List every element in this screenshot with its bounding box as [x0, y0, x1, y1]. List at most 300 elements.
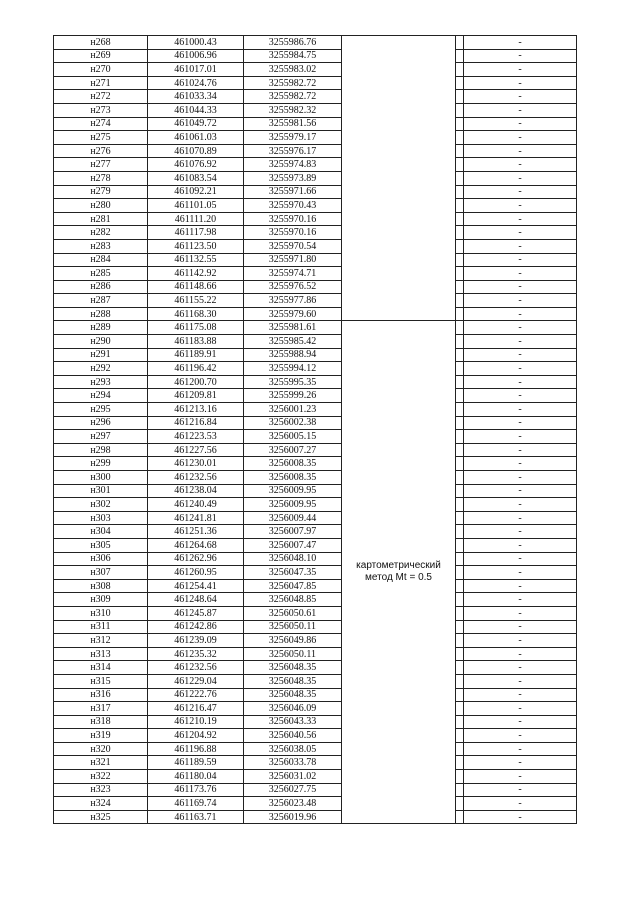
point-name-cell: н281 — [54, 212, 148, 226]
x-coordinate-cell: 461213.16 — [148, 403, 244, 417]
spacer-cell — [456, 742, 464, 756]
spacer-cell — [456, 76, 464, 90]
point-name-cell: н301 — [54, 484, 148, 498]
point-name-cell: н286 — [54, 280, 148, 294]
spacer-cell — [456, 144, 464, 158]
y-coordinate-cell: 3255970.16 — [244, 212, 342, 226]
y-coordinate-cell: 3255974.83 — [244, 158, 342, 172]
point-name-cell: н288 — [54, 307, 148, 321]
x-coordinate-cell: 461142.92 — [148, 267, 244, 281]
spacer-cell — [456, 661, 464, 675]
spacer-cell — [456, 321, 464, 335]
point-name-cell: н278 — [54, 171, 148, 185]
table-row — [54, 647, 577, 661]
y-coordinate-cell: 3256048.35 — [244, 674, 342, 688]
spacer-cell — [456, 403, 464, 417]
point-name-cell: н297 — [54, 430, 148, 444]
x-coordinate-cell: 461117.98 — [148, 226, 244, 240]
y-coordinate-cell: 3256048.35 — [244, 688, 342, 702]
point-name-cell: н279 — [54, 185, 148, 199]
spacer-cell — [456, 294, 464, 308]
y-coordinate-cell: 3256007.97 — [244, 525, 342, 539]
x-coordinate-cell: 461024.76 — [148, 76, 244, 90]
accuracy-cell: - — [464, 103, 577, 117]
x-coordinate-cell: 461049.72 — [148, 117, 244, 131]
spacer-cell — [456, 389, 464, 403]
point-name-cell: н295 — [54, 403, 148, 417]
x-coordinate-cell: 461260.95 — [148, 566, 244, 580]
accuracy-cell: - — [464, 117, 577, 131]
table-row — [54, 566, 577, 580]
accuracy-cell: - — [464, 158, 577, 172]
accuracy-cell: - — [464, 525, 577, 539]
y-coordinate-cell: 3256002.38 — [244, 416, 342, 430]
y-coordinate-cell: 3256038.05 — [244, 742, 342, 756]
accuracy-cell: - — [464, 552, 577, 566]
point-name-cell: н269 — [54, 49, 148, 63]
point-name-cell: н290 — [54, 335, 148, 349]
x-coordinate-cell: 461189.59 — [148, 756, 244, 770]
point-name-cell: н314 — [54, 661, 148, 675]
y-coordinate-cell: 3256031.02 — [244, 770, 342, 784]
x-coordinate-cell: 461196.88 — [148, 742, 244, 756]
accuracy-cell: - — [464, 253, 577, 267]
table-row — [54, 117, 577, 131]
y-coordinate-cell: 3255981.61 — [244, 321, 342, 335]
x-coordinate-cell: 461006.96 — [148, 49, 244, 63]
spacer-cell — [456, 552, 464, 566]
table-row — [54, 443, 577, 457]
spacer-cell — [456, 634, 464, 648]
x-coordinate-cell: 461222.76 — [148, 688, 244, 702]
table-row — [54, 742, 577, 756]
accuracy-cell: - — [464, 185, 577, 199]
point-name-cell: н305 — [54, 538, 148, 552]
point-name-cell: н285 — [54, 267, 148, 281]
table-row — [54, 525, 577, 539]
y-coordinate-cell: 3255983.02 — [244, 63, 342, 77]
accuracy-cell: - — [464, 538, 577, 552]
table-row — [54, 144, 577, 158]
y-coordinate-cell: 3256048.85 — [244, 593, 342, 607]
spacer-cell — [456, 702, 464, 716]
spacer-cell — [456, 457, 464, 471]
accuracy-cell: - — [464, 335, 577, 349]
point-name-cell: н292 — [54, 362, 148, 376]
x-coordinate-cell: 461175.08 — [148, 321, 244, 335]
y-coordinate-cell: 3255971.80 — [244, 253, 342, 267]
table-row — [54, 90, 577, 104]
coordinates-table-page — [53, 35, 576, 864]
spacer-cell — [456, 253, 464, 267]
accuracy-cell: - — [464, 294, 577, 308]
y-coordinate-cell: 3255970.16 — [244, 226, 342, 240]
x-coordinate-cell: 461240.49 — [148, 498, 244, 512]
x-coordinate-cell: 461076.92 — [148, 158, 244, 172]
point-name-cell: н284 — [54, 253, 148, 267]
spacer-cell — [456, 226, 464, 240]
spacer-cell — [456, 36, 464, 50]
table-row — [54, 63, 577, 77]
y-coordinate-cell: 3255985.42 — [244, 335, 342, 349]
x-coordinate-cell: 461232.56 — [148, 661, 244, 675]
y-coordinate-cell: 3255986.76 — [244, 36, 342, 50]
method-text: картометрический метод Mt = 0.5 — [356, 560, 441, 584]
spacer-cell — [456, 525, 464, 539]
y-coordinate-cell: 3255984.75 — [244, 49, 342, 63]
x-coordinate-cell: 461180.04 — [148, 770, 244, 784]
y-coordinate-cell: 3256050.11 — [244, 620, 342, 634]
y-coordinate-cell: 3256001.23 — [244, 403, 342, 417]
accuracy-cell: - — [464, 661, 577, 675]
point-name-cell: н274 — [54, 117, 148, 131]
table-row — [54, 770, 577, 784]
spacer-cell — [456, 212, 464, 226]
point-name-cell: н277 — [54, 158, 148, 172]
table-row — [54, 756, 577, 770]
table-row — [54, 294, 577, 308]
y-coordinate-cell: 3256048.10 — [244, 552, 342, 566]
accuracy-cell: - — [464, 457, 577, 471]
point-name-cell: н299 — [54, 457, 148, 471]
y-coordinate-cell: 3255971.66 — [244, 185, 342, 199]
table-row — [54, 416, 577, 430]
y-coordinate-cell: 3255974.71 — [244, 267, 342, 281]
x-coordinate-cell: 461232.56 — [148, 471, 244, 485]
table-row — [54, 620, 577, 634]
point-name-cell: н313 — [54, 647, 148, 661]
table-row — [54, 239, 577, 253]
point-name-cell: н283 — [54, 239, 148, 253]
spacer-cell — [456, 49, 464, 63]
spacer-cell — [456, 307, 464, 321]
table-row — [54, 797, 577, 811]
y-coordinate-cell: 3256009.95 — [244, 484, 342, 498]
x-coordinate-cell: 461033.34 — [148, 90, 244, 104]
x-coordinate-cell: 461189.91 — [148, 348, 244, 362]
y-coordinate-cell: 3256046.09 — [244, 702, 342, 716]
accuracy-cell: - — [464, 362, 577, 376]
spacer-cell — [456, 171, 464, 185]
spacer-cell — [456, 430, 464, 444]
y-coordinate-cell: 3255981.56 — [244, 117, 342, 131]
accuracy-cell: - — [464, 131, 577, 145]
y-coordinate-cell: 3256007.27 — [244, 443, 342, 457]
point-name-cell: н316 — [54, 688, 148, 702]
table-row — [54, 498, 577, 512]
spacer-cell — [456, 199, 464, 213]
table-row — [54, 199, 577, 213]
point-name-cell: н270 — [54, 63, 148, 77]
y-coordinate-cell: 3256050.61 — [244, 606, 342, 620]
accuracy-cell: - — [464, 430, 577, 444]
y-coordinate-cell: 3255999.26 — [244, 389, 342, 403]
point-name-cell: н308 — [54, 579, 148, 593]
coordinates-table-body — [54, 36, 577, 824]
point-name-cell: н319 — [54, 729, 148, 743]
accuracy-cell: - — [464, 321, 577, 335]
spacer-cell — [456, 606, 464, 620]
x-coordinate-cell: 461083.54 — [148, 171, 244, 185]
point-name-cell: н325 — [54, 810, 148, 824]
spacer-cell — [456, 511, 464, 525]
x-coordinate-cell: 461196.42 — [148, 362, 244, 376]
spacer-cell — [456, 729, 464, 743]
accuracy-cell: - — [464, 36, 577, 50]
table-row — [54, 457, 577, 471]
accuracy-cell: - — [464, 443, 577, 457]
spacer-cell — [456, 239, 464, 253]
point-name-cell: н311 — [54, 620, 148, 634]
spacer-cell — [456, 335, 464, 349]
table-row — [54, 185, 577, 199]
x-coordinate-cell: 461204.92 — [148, 729, 244, 743]
accuracy-cell: - — [464, 742, 577, 756]
x-coordinate-cell: 461061.03 — [148, 131, 244, 145]
y-coordinate-cell: 3255988.94 — [244, 348, 342, 362]
x-coordinate-cell: 461092.21 — [148, 185, 244, 199]
table-row — [54, 131, 577, 145]
x-coordinate-cell: 461044.33 — [148, 103, 244, 117]
accuracy-cell: - — [464, 511, 577, 525]
x-coordinate-cell: 461241.81 — [148, 511, 244, 525]
point-name-cell: н306 — [54, 552, 148, 566]
point-name-cell: н322 — [54, 770, 148, 784]
x-coordinate-cell: 461148.66 — [148, 280, 244, 294]
table-row — [54, 593, 577, 607]
accuracy-cell: - — [464, 416, 577, 430]
spacer-cell — [456, 484, 464, 498]
table-row — [54, 511, 577, 525]
point-name-cell: н272 — [54, 90, 148, 104]
x-coordinate-cell: 461070.89 — [148, 144, 244, 158]
point-name-cell: н310 — [54, 606, 148, 620]
table-row — [54, 661, 577, 675]
y-coordinate-cell: 3256027.75 — [244, 783, 342, 797]
accuracy-cell: - — [464, 348, 577, 362]
accuracy-cell: - — [464, 375, 577, 389]
table-row — [54, 49, 577, 63]
accuracy-cell: - — [464, 579, 577, 593]
table-row — [54, 783, 577, 797]
x-coordinate-cell: 461216.47 — [148, 702, 244, 716]
x-coordinate-cell: 461227.56 — [148, 443, 244, 457]
spacer-cell — [456, 443, 464, 457]
x-coordinate-cell: 461000.43 — [148, 36, 244, 50]
point-name-cell: н324 — [54, 797, 148, 811]
table-row — [54, 606, 577, 620]
point-name-cell: н307 — [54, 566, 148, 580]
x-coordinate-cell: 461251.36 — [148, 525, 244, 539]
y-coordinate-cell: 3256009.95 — [244, 498, 342, 512]
accuracy-cell: - — [464, 144, 577, 158]
y-coordinate-cell: 3256047.85 — [244, 579, 342, 593]
x-coordinate-cell: 461168.30 — [148, 307, 244, 321]
spacer-cell — [456, 688, 464, 702]
point-name-cell: н276 — [54, 144, 148, 158]
table-row — [54, 362, 577, 376]
table-row — [54, 348, 577, 362]
accuracy-cell: - — [464, 634, 577, 648]
accuracy-cell: - — [464, 674, 577, 688]
spacer-cell — [456, 375, 464, 389]
table-row — [54, 729, 577, 743]
y-coordinate-cell: 3255979.17 — [244, 131, 342, 145]
table-row — [54, 307, 577, 321]
spacer-cell — [456, 348, 464, 362]
x-coordinate-cell: 461123.50 — [148, 239, 244, 253]
y-coordinate-cell: 3255979.60 — [244, 307, 342, 321]
y-coordinate-cell: 3256049.86 — [244, 634, 342, 648]
point-name-cell: н321 — [54, 756, 148, 770]
point-name-cell: н320 — [54, 742, 148, 756]
x-coordinate-cell: 461242.86 — [148, 620, 244, 634]
y-coordinate-cell: 3256008.35 — [244, 457, 342, 471]
coordinates-table — [53, 35, 577, 824]
y-coordinate-cell: 3256019.96 — [244, 810, 342, 824]
point-name-cell: н304 — [54, 525, 148, 539]
x-coordinate-cell: 461111.20 — [148, 212, 244, 226]
accuracy-cell: - — [464, 226, 577, 240]
x-coordinate-cell: 461169.74 — [148, 797, 244, 811]
table-row — [54, 36, 577, 50]
table-row — [54, 171, 577, 185]
spacer-cell — [456, 647, 464, 661]
point-name-cell: н300 — [54, 471, 148, 485]
point-name-cell: н296 — [54, 416, 148, 430]
table-row — [54, 226, 577, 240]
spacer-cell — [456, 620, 464, 634]
accuracy-cell: - — [464, 715, 577, 729]
spacer-cell — [456, 783, 464, 797]
point-name-cell: н273 — [54, 103, 148, 117]
table-row — [54, 484, 577, 498]
spacer-cell — [456, 538, 464, 552]
y-coordinate-cell: 3255982.32 — [244, 103, 342, 117]
spacer-cell — [456, 103, 464, 117]
spacer-cell — [456, 90, 464, 104]
table-row — [54, 702, 577, 716]
accuracy-cell: - — [464, 471, 577, 485]
accuracy-cell: - — [464, 810, 577, 824]
x-coordinate-cell: 461163.71 — [148, 810, 244, 824]
y-coordinate-cell: 3256009.44 — [244, 511, 342, 525]
method-cell-upper — [342, 36, 456, 321]
spacer-cell — [456, 185, 464, 199]
x-coordinate-cell: 461230.01 — [148, 457, 244, 471]
x-coordinate-cell: 461238.04 — [148, 484, 244, 498]
y-coordinate-cell: 3255982.72 — [244, 76, 342, 90]
table-row — [54, 253, 577, 267]
accuracy-cell: - — [464, 647, 577, 661]
point-name-cell: н302 — [54, 498, 148, 512]
table-row — [54, 688, 577, 702]
x-coordinate-cell: 461254.41 — [148, 579, 244, 593]
table-row — [54, 103, 577, 117]
table-row — [54, 471, 577, 485]
point-name-cell: н271 — [54, 76, 148, 90]
x-coordinate-cell: 461132.55 — [148, 253, 244, 267]
y-coordinate-cell: 3255977.86 — [244, 294, 342, 308]
x-coordinate-cell: 461209.81 — [148, 389, 244, 403]
accuracy-cell: - — [464, 498, 577, 512]
spacer-cell — [456, 498, 464, 512]
accuracy-cell: - — [464, 797, 577, 811]
x-coordinate-cell: 461239.09 — [148, 634, 244, 648]
y-coordinate-cell: 3256040.56 — [244, 729, 342, 743]
table-row — [54, 403, 577, 417]
accuracy-cell: - — [464, 307, 577, 321]
table-row — [54, 389, 577, 403]
accuracy-cell: - — [464, 280, 577, 294]
spacer-cell — [456, 579, 464, 593]
point-name-cell: н318 — [54, 715, 148, 729]
accuracy-cell: - — [464, 267, 577, 281]
spacer-cell — [456, 674, 464, 688]
x-coordinate-cell: 461262.96 — [148, 552, 244, 566]
spacer-cell — [456, 593, 464, 607]
point-name-cell: н298 — [54, 443, 148, 457]
y-coordinate-cell: 3255976.52 — [244, 280, 342, 294]
spacer-cell — [456, 63, 464, 77]
table-row — [54, 267, 577, 281]
accuracy-cell: - — [464, 389, 577, 403]
accuracy-cell: - — [464, 484, 577, 498]
y-coordinate-cell: 3255973.89 — [244, 171, 342, 185]
point-name-cell: н293 — [54, 375, 148, 389]
accuracy-cell: - — [464, 199, 577, 213]
accuracy-cell: - — [464, 783, 577, 797]
y-coordinate-cell: 3256007.47 — [244, 538, 342, 552]
point-name-cell: н323 — [54, 783, 148, 797]
accuracy-cell: - — [464, 688, 577, 702]
x-coordinate-cell: 461017.01 — [148, 63, 244, 77]
table-row — [54, 321, 577, 335]
x-coordinate-cell: 461200.70 — [148, 375, 244, 389]
y-coordinate-cell: 3256043.33 — [244, 715, 342, 729]
y-coordinate-cell: 3255994.12 — [244, 362, 342, 376]
y-coordinate-cell: 3256023.48 — [244, 797, 342, 811]
table-row — [54, 158, 577, 172]
table-row — [54, 674, 577, 688]
x-coordinate-cell: 461210.19 — [148, 715, 244, 729]
x-coordinate-cell: 461248.64 — [148, 593, 244, 607]
accuracy-cell: - — [464, 63, 577, 77]
y-coordinate-cell: 3256050.11 — [244, 647, 342, 661]
point-name-cell: н280 — [54, 199, 148, 213]
table-row — [54, 579, 577, 593]
table-row — [54, 280, 577, 294]
accuracy-cell: - — [464, 90, 577, 104]
spacer-cell — [456, 471, 464, 485]
spacer-cell — [456, 566, 464, 580]
point-name-cell: н303 — [54, 511, 148, 525]
x-coordinate-cell: 461183.88 — [148, 335, 244, 349]
spacer-cell — [456, 158, 464, 172]
point-name-cell: н287 — [54, 294, 148, 308]
x-coordinate-cell: 461155.22 — [148, 294, 244, 308]
point-name-cell: н312 — [54, 634, 148, 648]
x-coordinate-cell: 461235.32 — [148, 647, 244, 661]
spacer-cell — [456, 756, 464, 770]
y-coordinate-cell: 3256033.78 — [244, 756, 342, 770]
accuracy-cell: - — [464, 566, 577, 580]
table-row — [54, 538, 577, 552]
table-row — [54, 76, 577, 90]
y-coordinate-cell: 3255982.72 — [244, 90, 342, 104]
spacer-cell — [456, 416, 464, 430]
accuracy-cell: - — [464, 76, 577, 90]
